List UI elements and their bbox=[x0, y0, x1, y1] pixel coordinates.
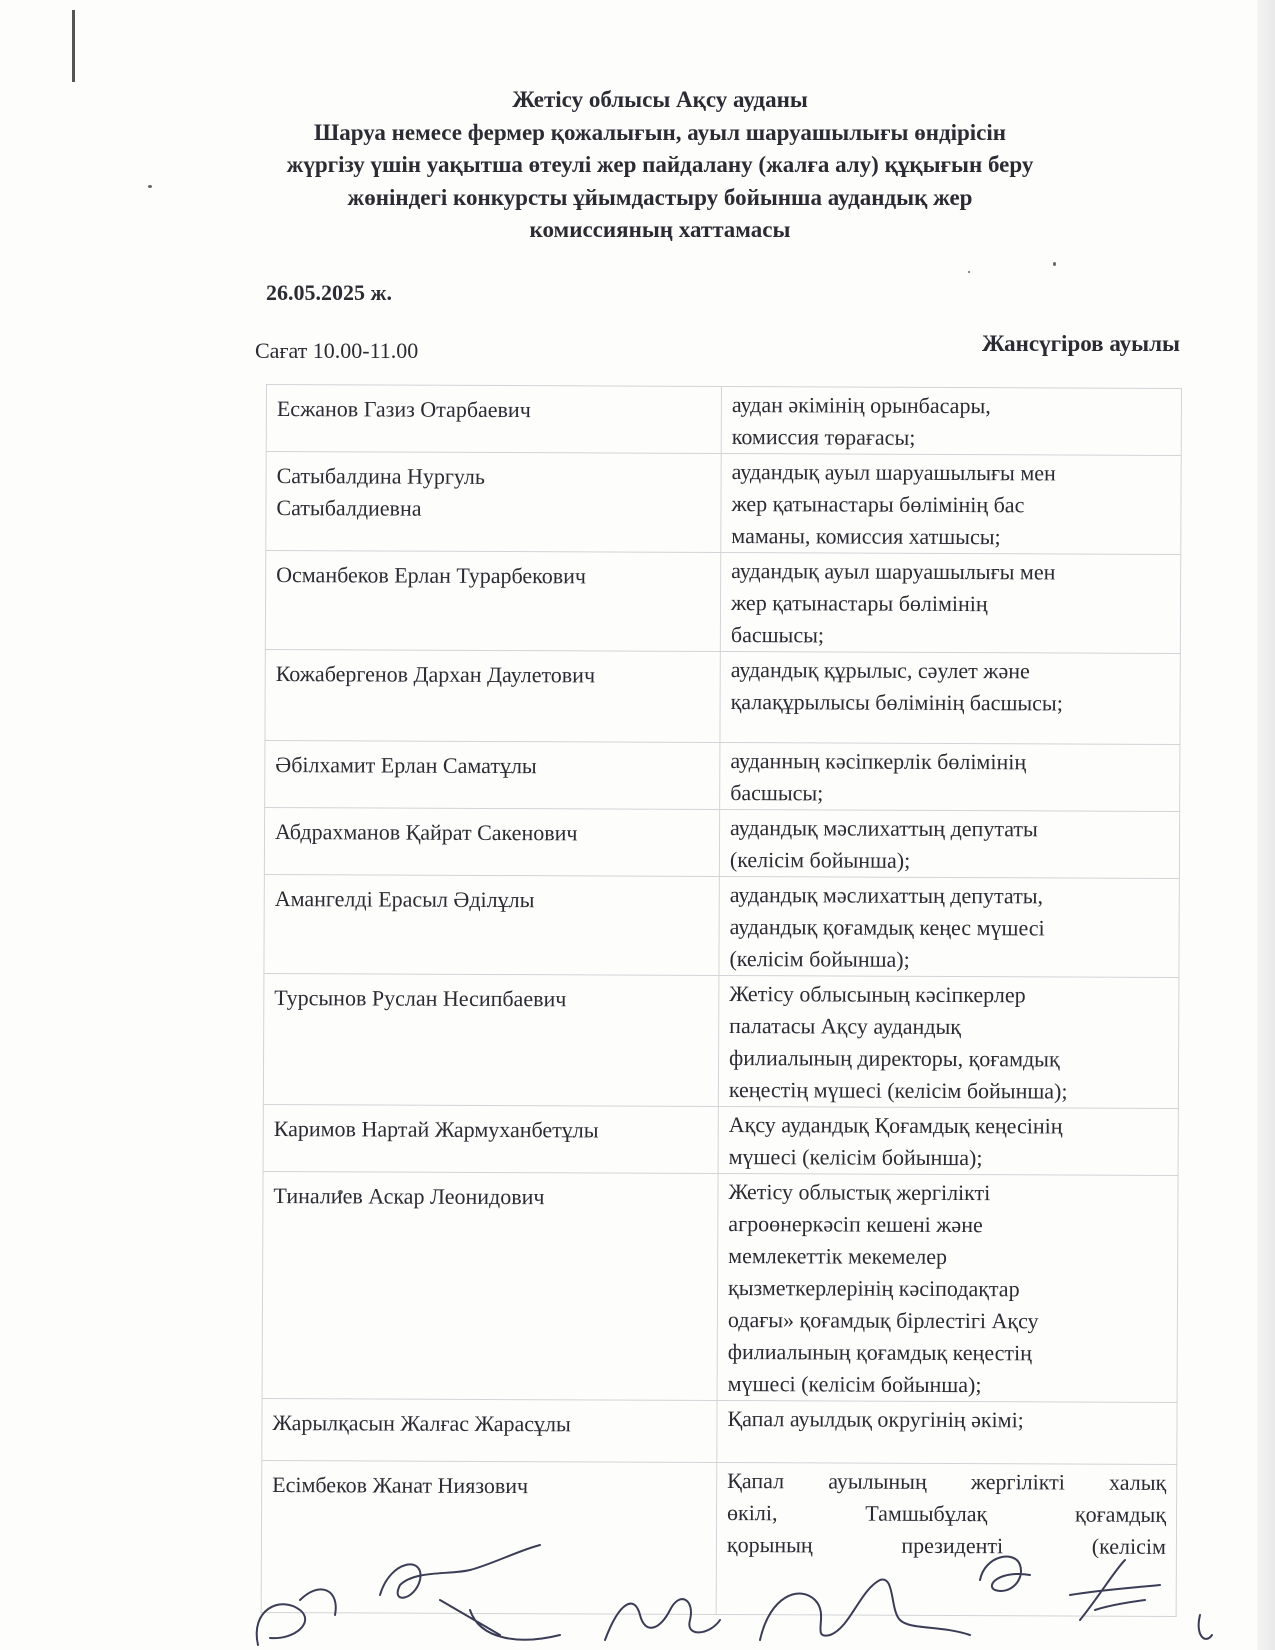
member-name bbox=[262, 1171, 718, 1400]
member-name-line: Есжанов Газиз Отарбаевич bbox=[276, 396, 531, 423]
member-name bbox=[265, 551, 720, 652]
member-name bbox=[262, 1398, 717, 1462]
member-row bbox=[263, 973, 1179, 1108]
scan-speck bbox=[1053, 262, 1056, 266]
member-name-line: Турсынов Руслан Несипбаевич bbox=[274, 985, 567, 1012]
member-row bbox=[262, 1398, 1177, 1464]
member-name bbox=[265, 649, 720, 742]
member-role-line: аудандық ауыл шаруашылығы мен bbox=[731, 459, 1056, 486]
member-name bbox=[265, 740, 720, 809]
member-role bbox=[720, 552, 1180, 653]
member-role-line: қалақұрылысы бөлімінің басшысы; bbox=[730, 689, 1063, 716]
member-role-line: кеңестің мүшесі (келісім бойынша); bbox=[728, 1077, 1068, 1104]
member-role-line: Жетісу облысының кәсіпкерлер bbox=[729, 981, 1026, 1008]
member-role bbox=[719, 876, 1179, 977]
member-row bbox=[263, 1104, 1178, 1175]
member-role-line: өкілі, Тамшыбұлақ қоғамдық bbox=[727, 1500, 1167, 1527]
member-name-line: Есімбеков Жанат Ниязович bbox=[272, 1472, 529, 1499]
member-row bbox=[264, 874, 1179, 977]
member-row bbox=[266, 385, 1181, 456]
member-name bbox=[263, 1104, 718, 1173]
member-role-line: (келісім бойынша); bbox=[729, 946, 910, 972]
member-role-line: аудандық мәслихаттың депутаты, bbox=[729, 882, 1044, 909]
signature-4 bbox=[760, 1580, 970, 1640]
member-role bbox=[720, 742, 1180, 811]
meeting-place: Жансүгіров ауылы bbox=[981, 331, 1180, 356]
scan-edge-shadow bbox=[1257, 0, 1275, 1650]
member-role-line: аудандық ауыл шаруашылығы мен bbox=[731, 558, 1056, 585]
title-line: жөніндегі конкурсты ұйымдастыру бойынша аудандық жер bbox=[347, 184, 973, 210]
member-role-line: филиалының қоғамдық кеңестің bbox=[727, 1339, 1032, 1366]
member-role-line: қызметкерлерінің кәсіподақтар bbox=[728, 1275, 1020, 1302]
member-role-line: агроөнеркәсіп кешені және bbox=[728, 1211, 983, 1238]
title-line: комиссияның хаттамасы bbox=[529, 217, 791, 242]
member-role-line: (келісім бойынша); bbox=[729, 847, 911, 873]
member-role-line: комиссия төрағасы; bbox=[731, 424, 916, 450]
member-role-line: басшысы; bbox=[730, 780, 824, 806]
member-name bbox=[264, 874, 719, 975]
member-role-line: жер қатынастары бөлімінің бас bbox=[731, 491, 1025, 518]
member-row bbox=[265, 649, 1180, 744]
member-role-line: басшысы; bbox=[730, 622, 825, 648]
signature-6 bbox=[1070, 1560, 1160, 1620]
member-role bbox=[719, 809, 1179, 878]
member-role-line: аудандық мәслихаттың депутаты bbox=[730, 815, 1038, 842]
member-role-line: мүшесі (келісім бойынша); bbox=[727, 1371, 982, 1398]
signature-5 bbox=[980, 1557, 1030, 1591]
member-name-line: Амангелді Ерасыл Әділұлы bbox=[274, 886, 535, 913]
member-name bbox=[264, 807, 719, 876]
member-role-line: Жетісу облыстық жергілікті bbox=[728, 1179, 991, 1206]
member-role-line: мүшесі (келісім бойынша); bbox=[728, 1144, 983, 1171]
signature-2 bbox=[380, 1545, 560, 1640]
member-role-line: жер қатынастары бөлімінің bbox=[730, 590, 988, 617]
scan-mark bbox=[72, 10, 75, 82]
signature-3 bbox=[605, 1599, 720, 1640]
member-row bbox=[265, 551, 1180, 654]
member-name bbox=[263, 973, 719, 1106]
member-role-line: маманы, комиссия хатшысы; bbox=[731, 523, 1001, 550]
member-role bbox=[717, 1400, 1177, 1464]
document-title bbox=[150, 84, 1170, 247]
member-name-line: Жарылқасын Жалғас Жарасұлы bbox=[272, 1410, 571, 1437]
member-name bbox=[266, 452, 721, 553]
member-row bbox=[265, 740, 1180, 811]
title-line: жүргізу үшін уақытша өтеулі жер пайдалану (жалға алу) құқығын беру bbox=[286, 152, 1034, 177]
member-role-line: қорының президенті (келісім bbox=[726, 1532, 1166, 1559]
member-name bbox=[266, 385, 721, 454]
member-name-line: Сатыбалдиевна bbox=[276, 495, 422, 521]
member-role bbox=[721, 386, 1181, 455]
member-role-line: аудандық құрылыс, сәулет және bbox=[730, 657, 1030, 684]
member-role-line: палатасы Ақсу аудандық bbox=[729, 1013, 962, 1040]
member-row bbox=[264, 807, 1179, 878]
member-name-line: Каримов Нартай Жармуханбетұлы bbox=[273, 1116, 599, 1143]
commission-members-table bbox=[261, 384, 1182, 1617]
protocol-date: 26.05.2025 ж. bbox=[266, 280, 392, 305]
member-role bbox=[720, 651, 1180, 744]
signatures bbox=[240, 1540, 1240, 1650]
title-line: Жетісу облысы Ақсу ауданы bbox=[512, 87, 808, 112]
member-role-line: филиалының директоры, қоғамдық bbox=[729, 1045, 1060, 1072]
member-role-line: Қапал ауылдық округінің әкімі; bbox=[727, 1406, 1024, 1433]
member-role-line: аудан әкімінің орынбасары, bbox=[731, 392, 991, 419]
member-name-line: Кожабергенов Дархан Даулетович bbox=[275, 661, 596, 688]
member-name-line: Әбілхамит Ерлан Саматұлы bbox=[275, 752, 537, 779]
member-name-line: Тиналиев Аскар Леонидович bbox=[273, 1183, 545, 1210]
signature-1 bbox=[257, 1589, 336, 1645]
member-name-line: Сатыбалдина Нургуль bbox=[276, 463, 486, 489]
signature-7 bbox=[1199, 1615, 1212, 1639]
title-line: Шаруа немесе фермер қожалығын, ауыл шаруашылығы өндірісін bbox=[313, 119, 1007, 145]
meeting-time: Сағат 10.00-11.00 bbox=[255, 338, 419, 363]
member-role-line: Қапал ауылының жергілікті халық bbox=[727, 1468, 1167, 1495]
member-role bbox=[717, 1173, 1178, 1402]
member-name-line: Османбеков Ерлан Турарбекович bbox=[276, 562, 587, 589]
member-role-line: ауданның кәсіпкерлік бөлімінің bbox=[730, 748, 1027, 775]
member-role bbox=[718, 1106, 1178, 1175]
member-role bbox=[718, 975, 1179, 1108]
member-role-line: одағы» қоғамдық бірлестігі Ақсу bbox=[727, 1307, 1039, 1334]
member-row bbox=[262, 1171, 1178, 1402]
member-role-line: мемлекеттік мекемелер bbox=[728, 1243, 948, 1269]
member-name-line: Абдрахманов Қайрат Сакенович bbox=[274, 819, 578, 846]
scan-speck bbox=[968, 271, 970, 273]
member-role bbox=[721, 453, 1181, 554]
member-role-line: аудандық қоғамдық кеңес мүшесі bbox=[729, 914, 1045, 941]
member-role-line: Ақсу аудандық Қоғамдық кеңесінің bbox=[728, 1112, 1063, 1139]
member-row bbox=[266, 452, 1181, 555]
